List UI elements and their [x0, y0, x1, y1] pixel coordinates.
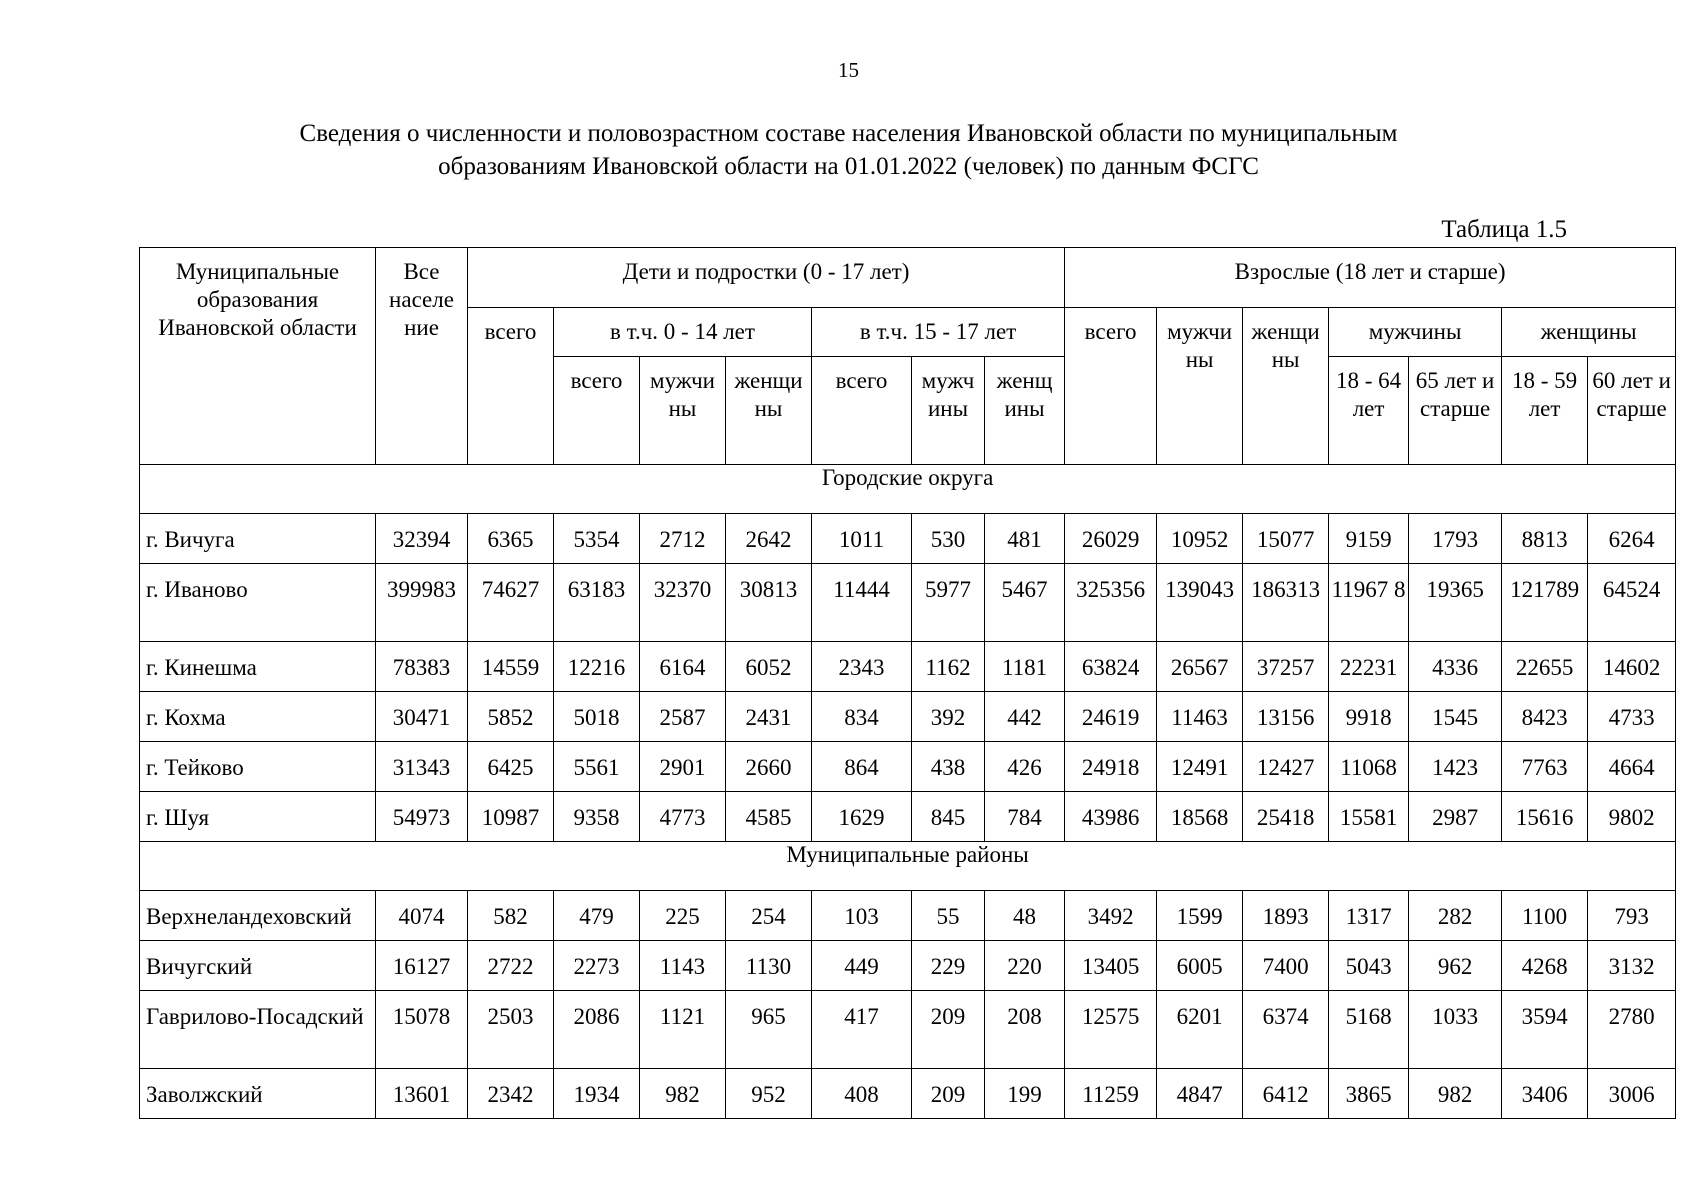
table-cell: 22231	[1329, 642, 1409, 692]
header-total-population: Все населе ние	[376, 248, 468, 465]
table-cell: 1121	[640, 991, 726, 1069]
table-cell: 845	[912, 792, 985, 842]
header-adults-men: мужчи ны	[1157, 308, 1243, 465]
table-cell: 4585	[726, 792, 812, 842]
table-cell: 4336	[1409, 642, 1502, 692]
table-cell: 1100	[1502, 891, 1588, 941]
table-cell: 9358	[554, 792, 640, 842]
table-cell: 22655	[1502, 642, 1588, 692]
table-cell: 6425	[468, 742, 554, 792]
table-cell: 13405	[1065, 941, 1157, 991]
table-cell: 4268	[1502, 941, 1588, 991]
table-cell: 30813	[726, 564, 812, 642]
table-cell: 25418	[1243, 792, 1329, 842]
table-cell: 5977	[912, 564, 985, 642]
table-cell: 2901	[640, 742, 726, 792]
header-men-18-64: 18 - 64 лет	[1329, 357, 1409, 465]
table-cell: 24918	[1065, 742, 1157, 792]
table-cell: 4733	[1588, 692, 1676, 742]
municipality-name: г. Кохма	[140, 692, 376, 742]
table-cell: 3594	[1502, 991, 1588, 1069]
table-cell: 8423	[1502, 692, 1588, 742]
table-cell: 9159	[1329, 514, 1409, 564]
table-cell: 12575	[1065, 991, 1157, 1069]
table-cell: 1181	[985, 642, 1065, 692]
table-cell: 2273	[554, 941, 640, 991]
table-cell: 417	[812, 991, 912, 1069]
table-cell: 965	[726, 991, 812, 1069]
table-cell: 16127	[376, 941, 468, 991]
municipality-name: Вичугский	[140, 941, 376, 991]
table-cell: 12491	[1157, 742, 1243, 792]
table-cell: 15077	[1243, 514, 1329, 564]
table-row	[140, 642, 1676, 692]
header-adults: Взрослые (18 лет и старше)	[1065, 248, 1676, 308]
table-row	[140, 1069, 1676, 1119]
municipality-name: Верхнеландеховский	[140, 891, 376, 941]
table-cell: 481	[985, 514, 1065, 564]
table-cell: 13156	[1243, 692, 1329, 742]
municipality-name: г. Шуя	[140, 792, 376, 842]
table-caption: Таблица 1.5	[1441, 216, 1567, 243]
table-cell: 37257	[1243, 642, 1329, 692]
table-cell: 55	[912, 891, 985, 941]
table-cell: 2642	[726, 514, 812, 564]
table-cell: 449	[812, 941, 912, 991]
table-cell: 6374	[1243, 991, 1329, 1069]
table-cell: 982	[640, 1069, 726, 1119]
table-cell: 11068	[1329, 742, 1409, 792]
section-header-row	[140, 842, 1676, 891]
table-cell: 254	[726, 891, 812, 941]
table-cell: 15581	[1329, 792, 1409, 842]
table-cell: 8813	[1502, 514, 1588, 564]
table-cell: 209	[912, 991, 985, 1069]
table-cell: 43986	[1065, 792, 1157, 842]
table-row	[140, 564, 1676, 642]
table-cell: 3406	[1502, 1069, 1588, 1119]
table-cell: 103	[812, 891, 912, 941]
table-cell: 15616	[1502, 792, 1588, 842]
header-men-65-plus: 65 лет и старше	[1409, 357, 1502, 465]
table-cell: 7763	[1502, 742, 1588, 792]
section-title: Городские округа	[140, 465, 1676, 514]
table-cell: 32394	[376, 514, 468, 564]
table-cell: 30471	[376, 692, 468, 742]
table-cell: 11259	[1065, 1069, 1157, 1119]
header-15-17-men: мужч ины	[912, 357, 985, 465]
table-cell: 14559	[468, 642, 554, 692]
header-15-17-women: женщ ины	[985, 357, 1065, 465]
document-title	[0, 117, 1697, 183]
table-cell: 5168	[1329, 991, 1409, 1069]
table-cell: 63824	[1065, 642, 1157, 692]
table-cell: 793	[1588, 891, 1676, 941]
table-cell: 15078	[376, 991, 468, 1069]
municipality-name: г. Тейково	[140, 742, 376, 792]
table-cell: 12427	[1243, 742, 1329, 792]
table-row	[140, 891, 1676, 941]
table-cell: 408	[812, 1069, 912, 1119]
table-row	[140, 792, 1676, 842]
table-cell: 1793	[1409, 514, 1502, 564]
table-cell: 5852	[468, 692, 554, 742]
table-cell: 1033	[1409, 991, 1502, 1069]
header-men: мужчины	[1329, 308, 1502, 357]
table-cell: 2987	[1409, 792, 1502, 842]
table-cell: 26029	[1065, 514, 1157, 564]
table-cell: 1893	[1243, 891, 1329, 941]
table-cell: 48	[985, 891, 1065, 941]
table-cell: 10952	[1157, 514, 1243, 564]
table-cell: 24619	[1065, 692, 1157, 742]
table-cell: 3865	[1329, 1069, 1409, 1119]
table-cell: 12216	[554, 642, 640, 692]
table-cell: 26567	[1157, 642, 1243, 692]
table-cell: 64524	[1588, 564, 1676, 642]
table-cell: 1629	[812, 792, 912, 842]
table-cell: 225	[640, 891, 726, 941]
table-cell: 1130	[726, 941, 812, 991]
table-cell: 2503	[468, 991, 554, 1069]
header-age-0-14: в т.ч. 0 - 14 лет	[554, 308, 812, 357]
table-cell: 18568	[1157, 792, 1243, 842]
table-cell: 6201	[1157, 991, 1243, 1069]
municipality-name: г. Иваново	[140, 564, 376, 642]
municipality-name: Гаврилово-Посадский	[140, 991, 376, 1069]
table-cell: 1423	[1409, 742, 1502, 792]
table-cell: 14602	[1588, 642, 1676, 692]
table-cell: 399983	[376, 564, 468, 642]
population-table	[139, 247, 1676, 1119]
table-cell: 2660	[726, 742, 812, 792]
table-cell: 982	[1409, 1069, 1502, 1119]
table-cell: 5043	[1329, 941, 1409, 991]
table-cell: 6052	[726, 642, 812, 692]
table-cell: 1599	[1157, 891, 1243, 941]
header-0-14-women: женщи ны	[726, 357, 812, 465]
table-cell: 2587	[640, 692, 726, 742]
header-age-15-17: в т.ч. 15 - 17 лет	[812, 308, 1065, 357]
table-cell: 325356	[1065, 564, 1157, 642]
table-cell: 834	[812, 692, 912, 742]
table-cell: 392	[912, 692, 985, 742]
table-cell: 426	[985, 742, 1065, 792]
table-cell: 63183	[554, 564, 640, 642]
table-cell: 19365	[1409, 564, 1502, 642]
header-adults-total: всего	[1065, 308, 1157, 465]
table-cell: 952	[726, 1069, 812, 1119]
section-title: Муниципальные районы	[140, 842, 1676, 891]
table-body	[140, 465, 1676, 1119]
table-cell: 1545	[1409, 692, 1502, 742]
table-cell: 2342	[468, 1069, 554, 1119]
table-cell: 78383	[376, 642, 468, 692]
table-cell: 74627	[468, 564, 554, 642]
table-cell: 2343	[812, 642, 912, 692]
table-cell: 4773	[640, 792, 726, 842]
table-cell: 282	[1409, 891, 1502, 941]
table-cell: 1162	[912, 642, 985, 692]
table-cell: 10987	[468, 792, 554, 842]
table-cell: 220	[985, 941, 1065, 991]
table-cell: 4664	[1588, 742, 1676, 792]
table-cell: 7400	[1243, 941, 1329, 991]
table-cell: 4074	[376, 891, 468, 941]
table-cell: 438	[912, 742, 985, 792]
table-cell: 139043	[1157, 564, 1243, 642]
table-cell: 1317	[1329, 891, 1409, 941]
table-cell: 479	[554, 891, 640, 941]
table-cell: 3492	[1065, 891, 1157, 941]
municipality-name: Заволжский	[140, 1069, 376, 1119]
table-cell: 2780	[1588, 991, 1676, 1069]
table-cell: 208	[985, 991, 1065, 1069]
table-cell: 121789	[1502, 564, 1588, 642]
table-cell: 530	[912, 514, 985, 564]
table-cell: 11444	[812, 564, 912, 642]
table-cell: 5018	[554, 692, 640, 742]
table-cell: 2722	[468, 941, 554, 991]
table-cell: 864	[812, 742, 912, 792]
table-cell: 2712	[640, 514, 726, 564]
table-cell: 3132	[1588, 941, 1676, 991]
table-cell: 5561	[554, 742, 640, 792]
table-cell: 582	[468, 891, 554, 941]
table-cell: 229	[912, 941, 985, 991]
table-cell: 6365	[468, 514, 554, 564]
municipality-name: г. Кинешма	[140, 642, 376, 692]
table-cell: 9802	[1588, 792, 1676, 842]
table-cell: 5467	[985, 564, 1065, 642]
table-cell: 6005	[1157, 941, 1243, 991]
header-children: Дети и подростки (0 - 17 лет)	[468, 248, 1065, 308]
header-women: женщины	[1502, 308, 1676, 357]
table-row	[140, 991, 1676, 1069]
header-0-14-total: всего	[554, 357, 640, 465]
table-cell: 11463	[1157, 692, 1243, 742]
header-children-total: всего	[468, 308, 554, 465]
table-cell: 2431	[726, 692, 812, 742]
header-0-14-men: мужчи ны	[640, 357, 726, 465]
table-row	[140, 692, 1676, 742]
table-cell: 1934	[554, 1069, 640, 1119]
header-women-18-59: 18 - 59 лет	[1502, 357, 1588, 465]
table-cell: 3006	[1588, 1069, 1676, 1119]
table-row	[140, 742, 1676, 792]
table-cell: 13601	[376, 1069, 468, 1119]
table-cell: 4847	[1157, 1069, 1243, 1119]
table-cell: 962	[1409, 941, 1502, 991]
table-cell: 9918	[1329, 692, 1409, 742]
table-cell: 784	[985, 792, 1065, 842]
section-header-row	[140, 465, 1676, 514]
table-cell: 11967 8	[1329, 564, 1409, 642]
table-cell: 32370	[640, 564, 726, 642]
header-municipal: Муниципальные образования Ивановской области	[140, 248, 376, 465]
table-cell: 199	[985, 1069, 1065, 1119]
header-15-17-total: всего	[812, 357, 912, 465]
table-cell: 1143	[640, 941, 726, 991]
header-women-60-plus: 60 лет и старше	[1588, 357, 1676, 465]
table-cell: 209	[912, 1069, 985, 1119]
table-cell: 1011	[812, 514, 912, 564]
table-cell: 186313	[1243, 564, 1329, 642]
table-cell: 2086	[554, 991, 640, 1069]
table-cell: 5354	[554, 514, 640, 564]
table-row	[140, 941, 1676, 991]
document-title-line-1: Сведения о численности и половозрастном составе населения Ивановской области по муниципальным	[299, 120, 1398, 147]
page-number: 15	[838, 58, 859, 82]
document-title-line-2: образованиям Ивановской области на 01.01.2022 (человек) по данным ФСГС	[438, 153, 1259, 180]
table-cell: 6164	[640, 642, 726, 692]
table-cell: 6264	[1588, 514, 1676, 564]
table-row	[140, 514, 1676, 564]
municipality-name: г. Вичуга	[140, 514, 376, 564]
table-cell: 442	[985, 692, 1065, 742]
table-cell: 54973	[376, 792, 468, 842]
header-adults-women: женщи ны	[1243, 308, 1329, 465]
table-cell: 6412	[1243, 1069, 1329, 1119]
table-cell: 31343	[376, 742, 468, 792]
